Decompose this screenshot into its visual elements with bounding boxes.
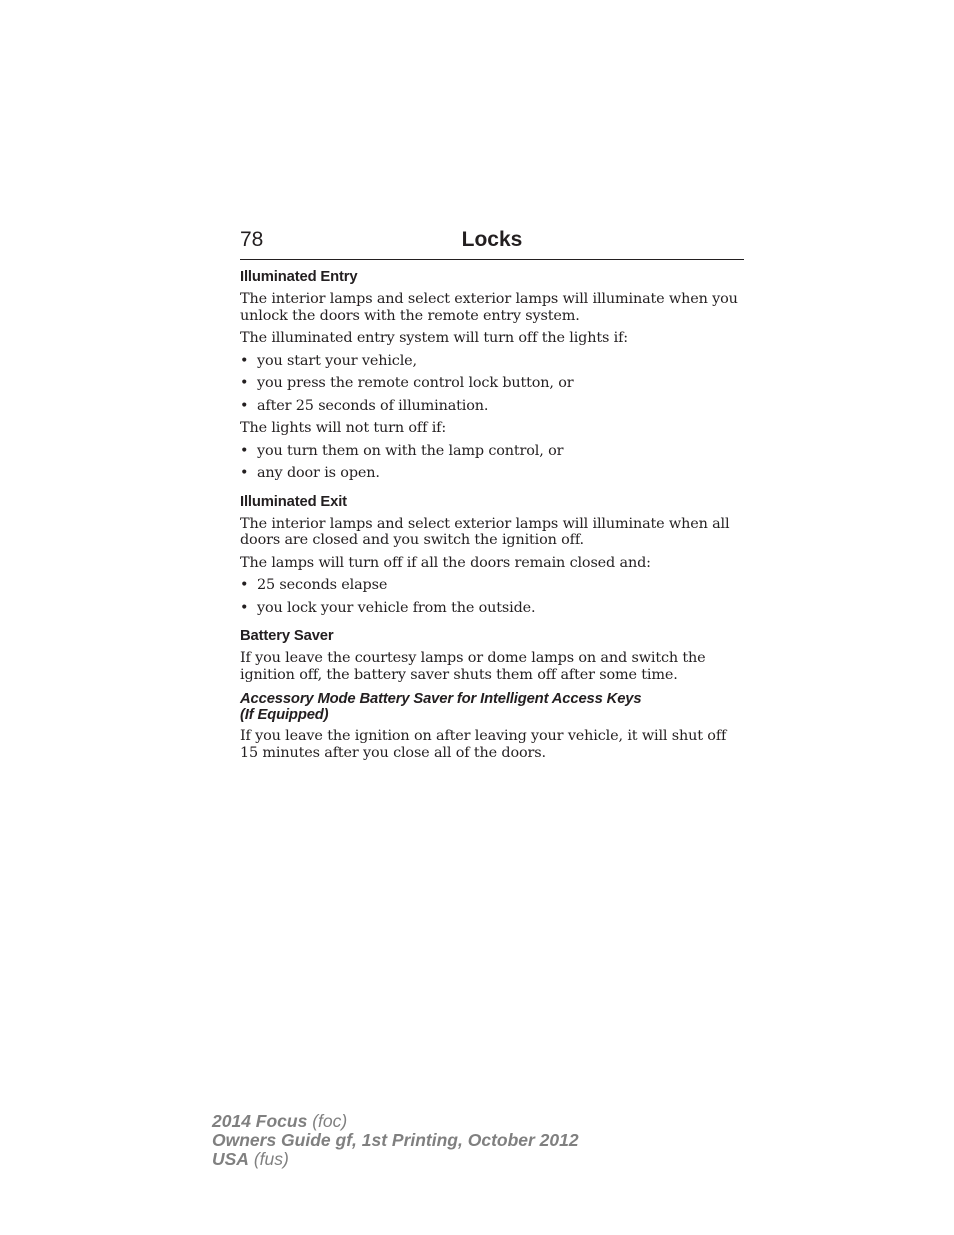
page-content [240, 266, 746, 761]
illuminated-entry-not-off-intro: The lights will not turn off if: [240, 420, 447, 436]
footer-model-code: (foc) [312, 1111, 348, 1131]
accessory-mode-text-line1: If you leave the ignition on after leaving your vehicle, it will shut off [240, 728, 727, 744]
illuminated-exit-turn-off-list [240, 577, 746, 616]
battery-saver-heading: Battery Saver [240, 628, 334, 644]
list-item: • after 25 seconds of illumination. [240, 398, 746, 415]
footer-model: 2014 Focus [212, 1111, 308, 1131]
illuminated-entry-turn-off-intro: The illuminated entry system will turn off the lights if: [240, 330, 628, 346]
list-item: • you turn them on with the lamp control, or [240, 443, 746, 460]
illuminated-entry-heading: Illuminated Entry [240, 269, 358, 285]
list-item: • you press the remote control lock button, or [240, 375, 746, 392]
battery-saver-text: If you leave the courtesy lamps or dome lamps on and switch the ignition off, the battery saver shuts them off after some time. [240, 650, 706, 683]
illuminated-exit-turn-off-intro: The lamps will turn off if all the doors remain closed and: [240, 554, 651, 571]
list-item: • you start your vehicle, [240, 353, 746, 370]
accessory-mode-heading [240, 691, 746, 723]
illuminated-entry-turn-off-list [240, 353, 746, 415]
footer-guide: Owners Guide gf, 1st Printing, October 2012 [212, 1130, 579, 1150]
footer-region-line [212, 1150, 579, 1169]
accessory-mode-heading-line1: Accessory Mode Battery Saver for Intelligent Access Keys [240, 691, 642, 707]
chapter-title: Locks [461, 228, 523, 251]
page-header [240, 228, 744, 260]
illuminated-entry-not-off-list [240, 443, 746, 482]
footer-guide-line [212, 1131, 579, 1150]
list-item: • 25 seconds elapse [240, 577, 746, 594]
footer-region: USA [212, 1149, 249, 1169]
illuminated-exit-intro: The interior lamps and select exterior lamps will illuminate when all doors are closed and you switch the ignition off. [240, 515, 730, 548]
list-item: • you lock your vehicle from the outside. [240, 600, 746, 617]
list-item: • any door is open. [240, 465, 746, 482]
accessory-mode-text [240, 728, 746, 761]
page-footer [212, 1112, 579, 1169]
illuminated-entry-intro: The interior lamps and select exterior lamps will illuminate when you unlock the doors with the remote entry system. [240, 291, 738, 324]
page-number: 78 [240, 228, 264, 251]
footer-region-code: (fus) [253, 1149, 289, 1169]
accessory-mode-heading-line2: (If Equipped) [240, 707, 329, 723]
footer-model-line [212, 1112, 579, 1131]
accessory-mode-text-line2: 15 minutes after you close all of the doors. [240, 744, 546, 761]
illuminated-exit-heading: Illuminated Exit [240, 493, 347, 510]
